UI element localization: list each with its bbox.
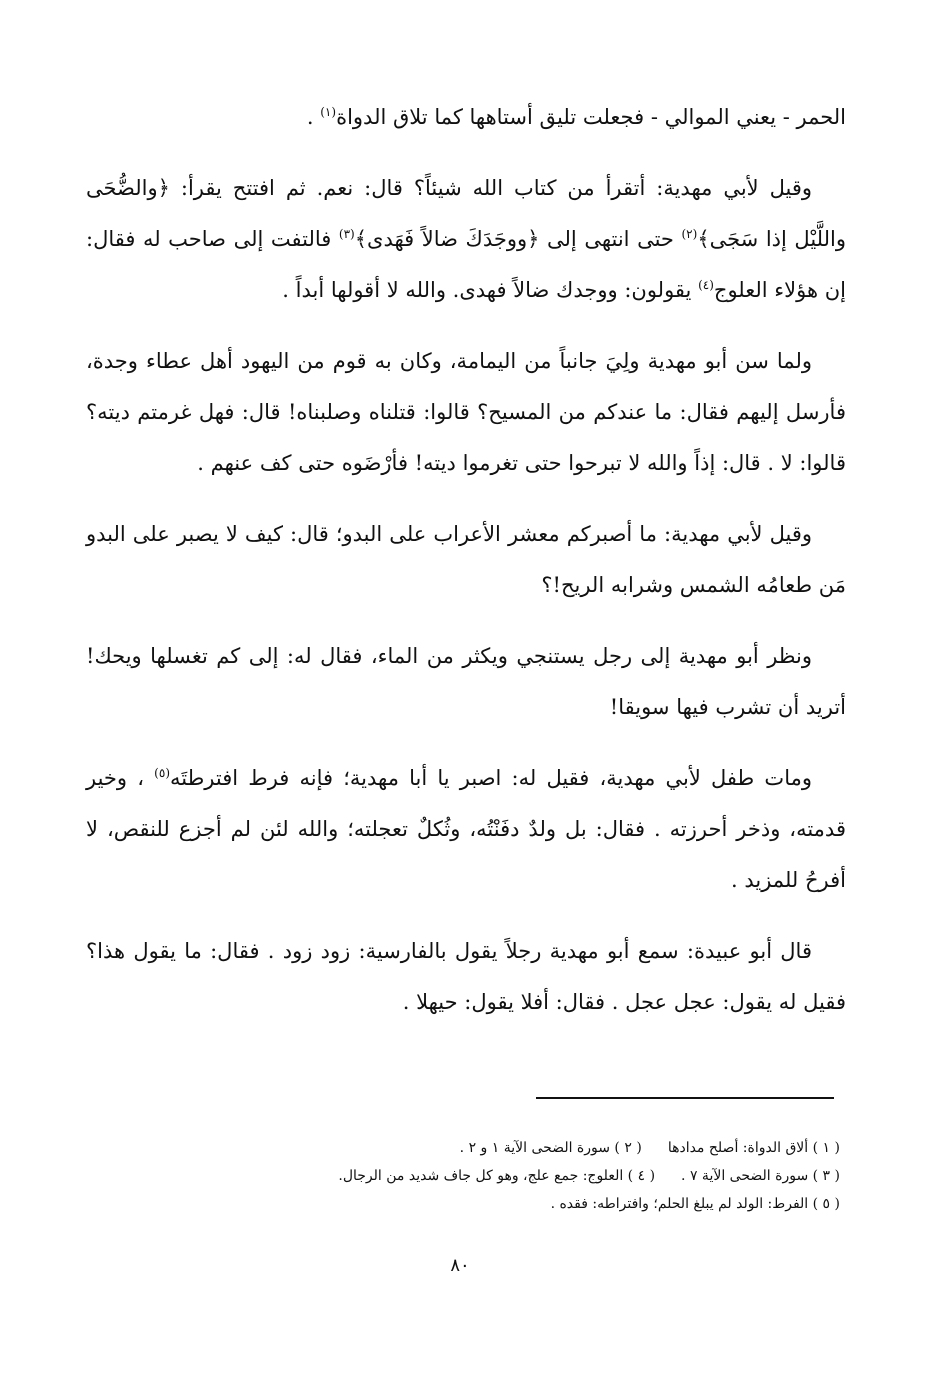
page-number: ٨٠ — [450, 1255, 470, 1276]
footnote-line-2 — [140, 1162, 840, 1190]
text-run: ونظر أبو مهدية إلى رجل يستنجي ويكثر من الماء، فقال له: إلى كم تغسلها ويحك! أتريد أن تشرب فيها سويقا! — [86, 644, 846, 719]
footnote-separator — [536, 1097, 834, 1099]
footnote-line-3 — [140, 1190, 840, 1218]
text-run: ومات طفل لأبي مهدية، فقيل له: اصبر يا أبا مهدية؛ فإنه فرط افترطتَه — [170, 766, 812, 790]
paragraph-1 — [86, 92, 846, 143]
text-run: وقيل لأبي مهدية: أتقرأ من كتاب الله شيئاً؟ قال: نعم. ثم افتتح يقرأ: ﴿والضُّحَى واللَّيْل إذا سَجَى﴾ — [86, 176, 846, 251]
paragraph-2 — [86, 163, 846, 316]
footnote-3: ( ٣ ) سورة الضحى الآية ٧ . — [681, 1168, 840, 1184]
footnote-4: ( ٤ ) العلوج: جمع علج، وهو كل جاف شديد من الرجال. — [338, 1168, 656, 1184]
text-run: قال أبو عبيدة: سمع أبو مهدية رجلاً يقول بالفارسية: زود زود . فقال: ما يقول هذا؟ فقيل له يقول: عجل عجل . فقال: أفلا يقول: حيهلا . — [86, 939, 846, 1014]
footnote-2: ( ٢ ) سورة الضحى الآية ١ و ٢ . — [459, 1140, 642, 1156]
paragraph-3 — [86, 336, 846, 489]
text-run: الحمر - يعني الموالي - فجعلت تليق أستاهها كما تلاق الدواة — [336, 105, 846, 129]
paragraph-5 — [86, 631, 846, 733]
paragraph-4 — [86, 509, 846, 611]
footnote-ref-1: (١) — [320, 105, 337, 119]
footnotes — [140, 1134, 840, 1218]
text-run: . — [306, 105, 321, 129]
footnote-ref-2: (٢) — [681, 227, 698, 241]
text-run: يقولون: ووجدك ضالاً فهدى. والله لا أقولها أبداً . — [282, 278, 699, 302]
text-run: حتى انتهى إلى ﴿ووجَدَكَ ضالاً فَهَدى﴾ — [354, 227, 682, 251]
text-run: وقيل لأبي مهدية: ما أصبركم معشر الأعراب على البدو؛ قال: كيف لا يصبر على البدو مَن طعامُه الشمس وشرابه الريح!؟ — [86, 522, 846, 597]
footnote-ref-5: (٥) — [154, 766, 170, 780]
footnote-1: ( ١ ) ألاق الدواة: أصلح مدادها — [667, 1140, 840, 1156]
paragraph-6 — [86, 753, 846, 906]
main-text — [86, 92, 846, 1048]
footnote-5: ( ٥ ) الفرط: الولد لم يبلغ الحلم؛ وافتراطه: فقده . — [550, 1196, 840, 1212]
text-run: فالتفت إلى صاحب له فقال: إن هؤلاء العلوج — [86, 227, 846, 302]
text-run: ولما سن أبو مهدية ولِيَ جانباً من اليمامة، وكان به قوم من اليهود أهل عطاء وجدة، فأرسل إليهم فقال: ما عندكم من المسيح؟ قالوا: قتلناه وصلبناه! قال: فهل غرمتم ديته؟ قالوا: لا . قال: إذاً والله لا تبرحوا حتى تغرموا ديته! فأرْضَوه حتى كف عنهم . — [86, 349, 846, 475]
paragraph-7 — [86, 926, 846, 1028]
footnote-ref-3: (٣) — [338, 227, 355, 241]
footnote-line-1 — [140, 1134, 840, 1162]
footnote-ref-4: (٤) — [698, 278, 714, 292]
text-run: ، وخير قدمته، وذخر أحرزته . فقال: بل ولدٌ دفَنْتُه، وثُكلٌ تعجلته؛ والله لئن لم أجزع للنقص، لا أفرحُ للمزيد . — [86, 766, 846, 892]
